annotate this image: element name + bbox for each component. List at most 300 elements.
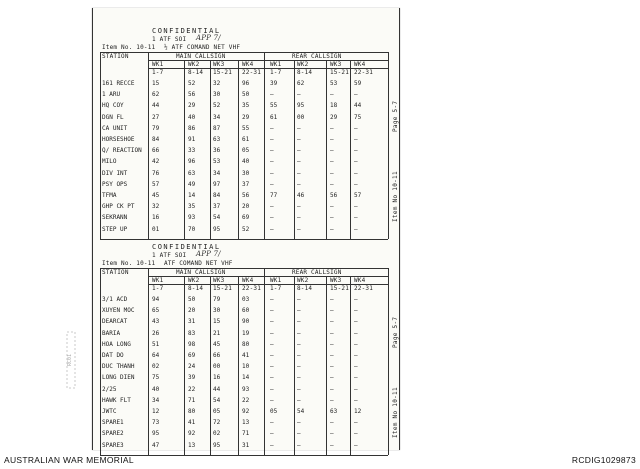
rear-callsign-value: 77	[270, 192, 278, 199]
side-item-note: Item No 10-11	[392, 387, 399, 438]
main-callsign-value: 44	[213, 385, 221, 393]
rear-callsign-value: –	[330, 147, 334, 155]
section-subtitle: 1 ATF SOI	[152, 252, 187, 259]
svg-text:RC01: RC01	[67, 353, 73, 367]
rear-callsign-value: –	[330, 136, 334, 143]
rear-callsign-value: –	[354, 180, 358, 188]
rear-callsign-value: –	[354, 363, 358, 371]
rear-callsign-value: –	[297, 147, 301, 155]
main-callsign-value: 03	[242, 296, 250, 303]
table-column-rule	[388, 52, 389, 239]
rear-callsign-value: –	[297, 363, 301, 371]
station-column-header: STATION	[102, 53, 129, 60]
main-callsign-value: 33	[188, 147, 196, 155]
rear-callsign-value: 00	[297, 113, 305, 121]
rear-callsign-value: –	[297, 374, 301, 382]
rear-callsign-value: –	[354, 203, 358, 211]
table-column-rule	[210, 276, 211, 455]
table-column-rule	[350, 276, 351, 455]
day-range-header: 1-7	[152, 69, 164, 76]
station-name: 161 RECCE	[102, 80, 135, 87]
table-left-rule	[100, 52, 101, 239]
main-callsign-value: 30	[242, 169, 250, 177]
table-column-rule	[326, 276, 327, 455]
main-callsign-value: 00	[213, 363, 221, 371]
main-callsign-value: 79	[152, 124, 160, 132]
rear-callsign-value: 63	[330, 408, 338, 415]
rear-callsign-value: –	[270, 307, 274, 315]
main-callsign-value: 02	[152, 363, 160, 371]
table-column-rule	[184, 60, 185, 239]
main-callsign-value: 30	[213, 91, 221, 99]
main-callsign-value: 69	[188, 352, 196, 359]
week-header: WK2	[188, 61, 200, 68]
table-column-rule	[148, 52, 149, 239]
main-callsign-value: 50	[188, 296, 196, 303]
main-callsign-value: 50	[242, 91, 250, 99]
station-name: BARIA	[102, 329, 121, 337]
main-callsign-value: 49	[188, 180, 196, 188]
rear-callsign-value: –	[354, 419, 358, 427]
day-range-header: 8-14	[297, 285, 313, 292]
rear-callsign-value: –	[330, 441, 334, 449]
footer-record-id: RCDIG1029873	[571, 455, 636, 465]
table-column-rule	[388, 268, 389, 455]
rear-callsign-value: –	[330, 374, 334, 382]
main-callsign-value: 96	[188, 158, 196, 166]
rear-callsign-value: –	[354, 136, 358, 143]
station-name: Q/ REACTION	[102, 147, 142, 155]
main-callsign-value: 51	[152, 340, 160, 348]
table-bottom-rule	[100, 239, 388, 240]
rear-callsign-value: –	[297, 214, 301, 222]
main-callsign-value: 66	[152, 147, 160, 155]
rear-callsign-value: –	[297, 340, 301, 348]
main-callsign-value: 37	[242, 180, 250, 188]
section-classification: CONFIDENTIAL	[152, 243, 221, 251]
week-header: WK4	[242, 277, 254, 284]
rear-callsign-value: –	[270, 329, 274, 337]
main-callsign-value: 65	[152, 307, 160, 315]
main-callsign-value: 10	[242, 363, 250, 371]
week-header: WK1	[152, 61, 164, 68]
station-name: SPARE1	[102, 419, 124, 427]
main-callsign-value: 79	[213, 296, 221, 303]
main-callsign-value: 36	[213, 147, 221, 155]
table-column-rule	[350, 60, 351, 239]
main-callsign-value: 12	[152, 408, 160, 415]
table-column-rule	[294, 60, 295, 239]
main-callsign-value: 34	[213, 113, 221, 121]
rear-callsign-value: 95	[297, 102, 305, 110]
main-callsign-value: 95	[152, 430, 160, 438]
rear-callsign-value: –	[354, 124, 358, 132]
section-heading: ½ ATF COMAND NET VHF	[164, 44, 241, 51]
day-range-header: 15-21	[330, 69, 350, 76]
main-callsign-value: 13	[242, 419, 250, 427]
main-callsign-value: 44	[152, 102, 160, 110]
main-callsign-value: 93	[242, 385, 250, 393]
main-callsign-value: 19	[242, 329, 250, 337]
table-column-rule	[238, 276, 239, 455]
main-callsign-value: 90	[242, 318, 250, 326]
rear-callsign-value: –	[297, 203, 301, 211]
rear-callsign-value: 57	[354, 192, 362, 199]
rear-callsign-value: –	[354, 169, 358, 177]
station-name: MILO	[102, 158, 117, 166]
station-name: SPARE3	[102, 441, 124, 449]
rear-callsign-value: 59	[354, 80, 362, 87]
rear-callsign-value: –	[354, 385, 358, 393]
rear-callsign-value: 39	[270, 80, 278, 87]
main-callsign-value: 32	[213, 80, 221, 87]
rear-callsign-value: –	[354, 430, 358, 438]
day-range-header: 22-31	[354, 285, 374, 292]
main-callsign-value: 54	[213, 214, 221, 222]
main-callsign-value: 84	[152, 136, 160, 143]
main-callsign-value: 21	[213, 329, 221, 337]
rear-callsign-value: –	[354, 225, 358, 233]
main-callsign-value: 40	[188, 113, 196, 121]
rear-callsign-value: –	[330, 225, 334, 233]
station-name: HOA LONG	[102, 340, 131, 348]
station-name: 1 ARU	[102, 91, 121, 99]
main-callsign-value: 55	[242, 124, 250, 132]
section-item-label: Item No. 10-11	[102, 44, 156, 51]
page-left-border	[92, 8, 93, 450]
main-callsign-value: 94	[152, 296, 160, 303]
rear-callsign-value: –	[354, 352, 358, 359]
day-range-header: 8-14	[188, 285, 204, 292]
station-name: HORSESHOE	[102, 136, 135, 143]
table-column-rule	[264, 52, 265, 239]
rear-callsign-value: –	[297, 296, 301, 303]
main-callsign-value: 96	[242, 80, 250, 87]
station-name: 2/25	[102, 385, 117, 393]
day-range-header: 15-21	[330, 285, 350, 292]
main-callsign-value: 01	[152, 225, 160, 233]
rear-callsign-value: –	[270, 430, 274, 438]
station-name: STEP UP	[102, 225, 128, 233]
main-callsign-value: 27	[152, 113, 160, 121]
week-header: WK2	[188, 277, 200, 284]
section-subtitle-handwritten: APP 7/	[196, 34, 221, 42]
main-callsign-value: 86	[188, 124, 196, 132]
main-callsign-value: 30	[213, 307, 221, 315]
rear-callsign-value: –	[330, 396, 334, 404]
main-callsign-value: 80	[242, 340, 250, 348]
main-callsign-value: 14	[188, 192, 196, 199]
table-top-rule	[100, 52, 388, 53]
day-range-header: 22-31	[354, 69, 374, 76]
main-callsign-value: 97	[213, 180, 221, 188]
main-callsign-value: 62	[152, 91, 160, 99]
rear-callsign-value: –	[354, 441, 358, 449]
rear-callsign-value: 54	[297, 408, 305, 415]
station-name: LONG DIEN	[102, 374, 135, 382]
rear-callsign-value: –	[354, 147, 358, 155]
main-callsign-value: 52	[213, 102, 221, 110]
week-header: WK2	[297, 277, 309, 284]
table-column-rule	[184, 276, 185, 455]
rear-callsign-value: –	[330, 180, 334, 188]
main-callsign-value: 87	[213, 124, 221, 132]
rear-callsign-value: –	[270, 363, 274, 371]
day-range-header: 22-31	[242, 285, 262, 292]
rear-callsign-value: –	[297, 169, 301, 177]
main-callsign-value: 29	[242, 113, 250, 121]
rear-callsign-value: –	[330, 296, 334, 303]
week-header: WK3	[330, 61, 342, 68]
main-callsign-value: 40	[152, 385, 160, 393]
main-callsign-value: 71	[242, 430, 250, 438]
rear-callsign-value: 18	[330, 102, 338, 110]
table-column-rule	[148, 268, 149, 455]
station-name: CA UNIT	[102, 124, 128, 132]
main-callsign-value: 29	[188, 102, 196, 110]
section-classification: CONFIDENTIAL	[152, 27, 221, 35]
rear-callsign-value: 05	[270, 408, 278, 415]
rear-callsign-value: –	[330, 363, 334, 371]
rear-callsign-value: 62	[297, 80, 305, 87]
rear-callsign-value: –	[330, 318, 334, 326]
table-column-rule	[326, 60, 327, 239]
rear-callsign-value: 12	[354, 408, 362, 415]
rear-callsign-value: –	[354, 329, 358, 337]
rear-callsign-value: –	[297, 430, 301, 438]
rear-callsign-value: –	[297, 180, 301, 188]
rear-callsign-value: –	[270, 158, 274, 166]
main-callsign-value: 15	[213, 318, 221, 326]
main-callsign-value: 61	[242, 136, 250, 143]
day-range-header: 1-7	[152, 285, 164, 292]
week-header: WK2	[297, 61, 309, 68]
rear-callsign-header: REAR CALLSIGN	[292, 269, 342, 276]
main-callsign-value: 31	[188, 318, 196, 326]
rear-callsign-value: –	[354, 296, 358, 303]
rear-callsign-value: –	[297, 124, 301, 132]
section-heading: ATF COMAND NET VHF	[164, 260, 233, 267]
station-name: DAT DO	[102, 352, 124, 359]
main-callsign-value: 31	[242, 441, 250, 449]
main-callsign-value: 32	[152, 203, 160, 211]
rear-callsign-value: –	[354, 374, 358, 382]
rear-callsign-value: 56	[330, 192, 338, 199]
rear-callsign-value: –	[297, 352, 301, 359]
main-callsign-value: 70	[188, 225, 196, 233]
day-range-header: 8-14	[188, 69, 204, 76]
day-range-header: 1-7	[270, 69, 282, 76]
main-callsign-value: 40	[242, 158, 250, 166]
rear-callsign-value: –	[297, 318, 301, 326]
week-header: WK4	[242, 61, 254, 68]
page-right-border	[399, 8, 400, 450]
side-page-note: Page 5-7	[392, 100, 399, 132]
main-callsign-value: 54	[213, 396, 221, 404]
main-callsign-value: 43	[152, 318, 160, 326]
day-range-header: 15-21	[213, 285, 233, 292]
main-callsign-value: 95	[213, 441, 221, 449]
main-callsign-value: 98	[188, 340, 196, 348]
footer-source-label: AUSTRALIAN WAR MEMORIAL	[4, 455, 134, 465]
rear-callsign-value: 46	[297, 192, 305, 199]
main-callsign-value: 41	[242, 352, 250, 359]
main-callsign-value: 16	[152, 214, 160, 222]
main-callsign-value: 60	[242, 307, 250, 315]
rear-callsign-value: 75	[354, 113, 362, 121]
rear-callsign-value: –	[297, 329, 301, 337]
main-callsign-value: 63	[188, 169, 196, 177]
section-item-label: Item No. 10-11	[102, 260, 156, 267]
rear-callsign-value: –	[354, 307, 358, 315]
rear-callsign-value: –	[270, 214, 274, 222]
rear-callsign-value: 44	[354, 102, 362, 110]
day-range-header: 15-21	[213, 69, 233, 76]
main-callsign-value: 45	[213, 340, 221, 348]
main-callsign-value: 53	[213, 158, 221, 166]
main-callsign-value: 26	[152, 329, 160, 337]
station-name: HAWK FLT	[102, 396, 131, 404]
station-name: DIV INT	[102, 169, 128, 177]
main-callsign-value: 66	[213, 352, 221, 359]
main-callsign-value: 22	[188, 385, 196, 393]
document-sheet	[92, 8, 400, 450]
rear-callsign-value: –	[270, 374, 274, 382]
rear-callsign-value: –	[270, 396, 274, 404]
station-name: DGN FL	[102, 113, 124, 121]
rear-callsign-value: –	[330, 419, 334, 427]
rear-callsign-value: –	[270, 203, 274, 211]
table-column-rule	[238, 60, 239, 239]
main-callsign-value: 02	[213, 430, 221, 438]
main-callsign-header: MAIN CALLSIGN	[176, 269, 226, 276]
main-callsign-header: MAIN CALLSIGN	[176, 53, 226, 60]
main-callsign-value: 80	[188, 408, 196, 415]
main-callsign-value: 52	[242, 225, 250, 233]
rear-callsign-value: –	[270, 296, 274, 303]
rear-callsign-value: –	[330, 214, 334, 222]
main-callsign-value: 95	[213, 225, 221, 233]
table-left-rule	[100, 268, 101, 455]
rear-callsign-value: –	[297, 419, 301, 427]
rear-callsign-value: –	[330, 203, 334, 211]
rear-callsign-value: –	[297, 91, 301, 99]
rear-callsign-value: –	[297, 307, 301, 315]
station-name: TFMA	[102, 192, 117, 199]
rear-callsign-value: –	[354, 91, 358, 99]
main-callsign-value: 75	[152, 374, 160, 382]
table-column-rule	[210, 60, 211, 239]
rear-callsign-value: –	[330, 329, 334, 337]
rear-callsign-value: –	[330, 430, 334, 438]
week-header: WK1	[270, 277, 282, 284]
main-callsign-value: 22	[242, 396, 250, 404]
week-header: WK3	[330, 277, 342, 284]
week-header: WK3	[213, 277, 225, 284]
main-callsign-value: 57	[152, 180, 160, 188]
station-name: SEKRANN	[102, 214, 128, 222]
rear-callsign-value: –	[330, 124, 334, 132]
rear-callsign-value: –	[270, 352, 274, 359]
station-name: DUC THANH	[102, 363, 135, 371]
rear-callsign-value: 53	[330, 80, 338, 87]
table-top-rule	[100, 268, 388, 269]
rear-callsign-value: 29	[330, 113, 338, 121]
rear-callsign-value: –	[354, 340, 358, 348]
rear-callsign-header: REAR CALLSIGN	[292, 53, 342, 60]
main-callsign-value: 37	[213, 203, 221, 211]
main-callsign-value: 71	[188, 396, 196, 404]
week-header: WK1	[270, 61, 282, 68]
main-callsign-value: 63	[213, 136, 221, 143]
main-callsign-value: 73	[152, 419, 160, 427]
main-callsign-value: 13	[188, 441, 196, 449]
rear-callsign-value: –	[330, 340, 334, 348]
rear-callsign-value: –	[270, 147, 274, 155]
main-callsign-value: 91	[188, 136, 196, 143]
station-name: GHP CK PT	[102, 203, 135, 211]
rear-callsign-value: –	[270, 136, 274, 143]
main-callsign-value: 83	[188, 329, 196, 337]
table-column-rule	[264, 268, 265, 455]
rear-callsign-value: –	[270, 441, 274, 449]
main-callsign-value: 72	[213, 419, 221, 427]
table-column-rule	[294, 276, 295, 455]
rear-callsign-value: –	[297, 136, 301, 143]
main-callsign-value: 45	[152, 192, 160, 199]
main-callsign-value: 05	[213, 408, 221, 415]
rear-callsign-value: –	[330, 169, 334, 177]
rear-callsign-value: –	[354, 158, 358, 166]
station-column-header: STATION	[102, 269, 129, 276]
station-name: DEARCAT	[102, 318, 128, 326]
main-callsign-value: 34	[213, 169, 221, 177]
week-header: WK4	[354, 277, 366, 284]
rear-callsign-value: –	[270, 419, 274, 427]
main-callsign-value: 92	[188, 430, 196, 438]
main-callsign-value: 69	[242, 214, 250, 222]
rear-callsign-value: 55	[270, 102, 278, 110]
rear-callsign-value: –	[297, 385, 301, 393]
rear-callsign-value: –	[354, 396, 358, 404]
week-header: WK1	[152, 277, 164, 284]
day-range-header: 1-7	[270, 285, 282, 292]
rear-callsign-value: –	[270, 225, 274, 233]
week-header: WK3	[213, 61, 225, 68]
main-callsign-value: 35	[242, 102, 250, 110]
main-callsign-value: 42	[152, 158, 160, 166]
section-subtitle-handwritten: APP 7/	[196, 250, 221, 258]
main-callsign-value: 05	[242, 147, 250, 155]
rear-callsign-value: –	[330, 91, 334, 99]
archive-stamp	[64, 330, 78, 390]
main-callsign-value: 64	[152, 352, 160, 359]
station-name: 3/1 ACD	[102, 296, 128, 303]
main-callsign-value: 34	[152, 396, 160, 404]
rear-callsign-value: –	[270, 124, 274, 132]
rear-callsign-value: –	[330, 307, 334, 315]
rear-callsign-value: –	[270, 169, 274, 177]
rear-callsign-value: –	[270, 318, 274, 326]
main-callsign-value: 56	[188, 91, 196, 99]
station-name: HQ COY	[102, 102, 124, 110]
side-page-note: Page 5-7	[392, 316, 399, 348]
main-callsign-value: 76	[152, 169, 160, 177]
main-callsign-value: 20	[188, 307, 196, 315]
week-header: WK4	[354, 61, 366, 68]
day-range-header: 8-14	[297, 69, 313, 76]
rear-callsign-value: –	[330, 385, 334, 393]
